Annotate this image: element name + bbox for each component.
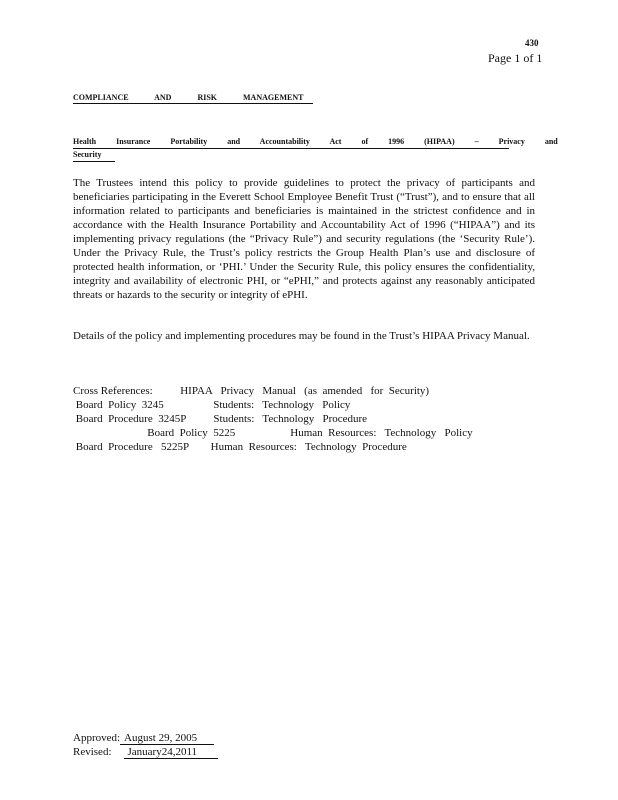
revised-date: January24,2011: [124, 746, 218, 759]
policy-title-line-1: Health Insurance Portability and Accountability Act of 1996 (HIPAA) – Privacy and: [73, 136, 509, 149]
policy-number: 430: [525, 38, 539, 48]
revised-line: [73, 746, 218, 759]
approved-line: [73, 732, 214, 745]
policy-paragraph-2: Details of the policy and implementing procedures may be found in the Trust’s HIPAA Privacy Manual.: [73, 330, 530, 342]
policy-title: [73, 136, 558, 162]
section-title: COMPLIANCE AND RISK MANAGEMENT: [73, 93, 313, 104]
revised-label: Revised:: [73, 746, 112, 758]
approved-date: August 29, 2005: [120, 732, 214, 745]
policy-paragraph-1: The Trustees intend this policy to provide guidelines to protect the privacy of participants and beneficiaries participating in the Everett School Employee Benefit Trust (“Trust”), and to ensure that all information related to participants and beneficiaries is maintained in the strictest confidence and in accordance with the Health Insurance Portability and Accountability Act of 1996 (“HIPAA”) and its implementing privacy regulations (the “Privacy Rule”) and security regulations (the ‘Security Rule’). Under the Privacy Rule, the Trust’s policy restricts the Group Health Plan’s use and disclosure of protected health information, or ‘PHI.’ Under the Security Rule, this policy ensures the confidentiality, integrity and availability of electronic PHI, or “ePHI,” and protects against any reasonably anticipated threats or hazards to the security or integrity of ePHI.: [73, 177, 535, 301]
cross-references: [73, 384, 473, 454]
policy-title-line-2: Security: [73, 149, 115, 162]
cross-reference-line: Board Policy 3245 Students: Technology Policy: [73, 399, 351, 411]
page-count: Page 1 of 1: [488, 51, 543, 65]
cross-reference-line: Board Policy 5225 Human Resources: Technology Policy: [73, 427, 473, 439]
cross-reference-line: Cross References: HIPAA Privacy Manual (as amended for Security): [73, 385, 430, 397]
approved-label: Approved:: [73, 732, 121, 744]
cross-reference-line: Board Procedure 5225P Human Resources: Technology Procedure: [73, 441, 407, 453]
cross-reference-line: Board Procedure 3245P Students: Technology Procedure: [73, 413, 368, 425]
